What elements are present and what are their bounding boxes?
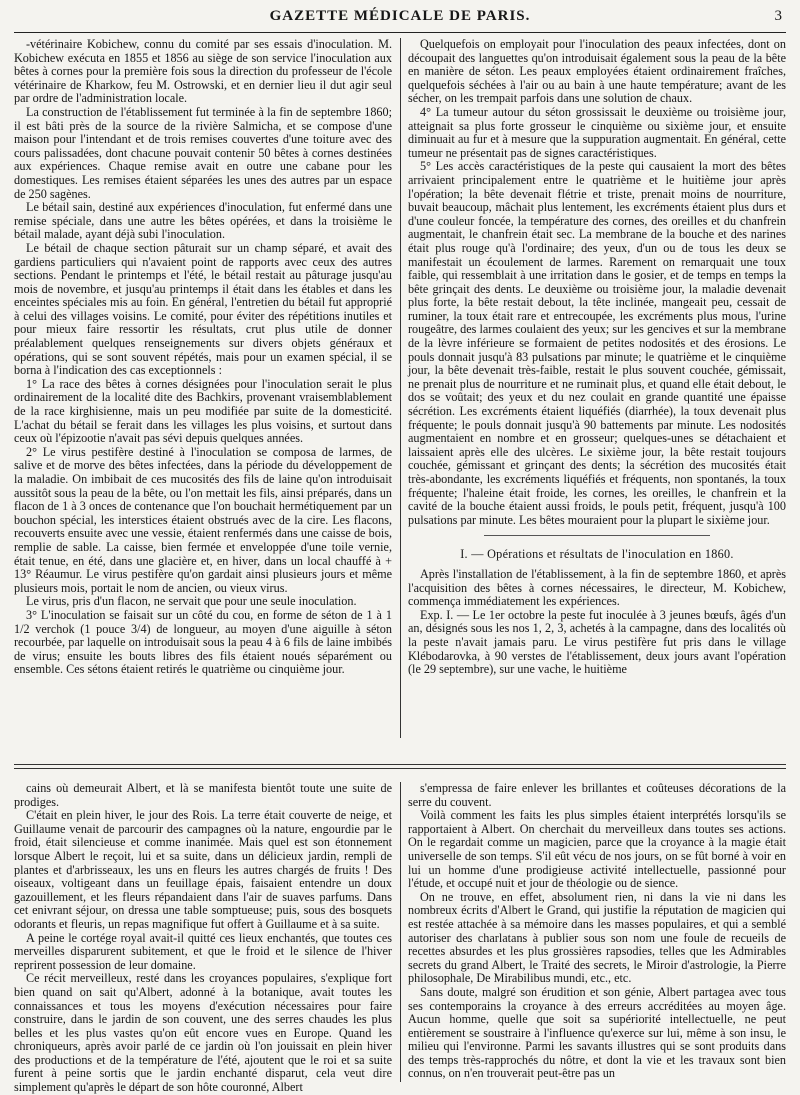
column-4 [408, 782, 786, 1082]
paragraph: 2° Le virus pestifère destiné à l'inoculation se composa de larmes, de salive et de morve des bêtes infectées, dans la période du développement de la maladie. On imbibait de ces mucosités des fils de laine qu'on introduisait aussitôt sous la peau de la bête, ou l'on mettait les fils, ainsi préparés, dans un flacon de 1 à 3 onces de contenance que l'on bouchait hermétiquement par un bouchon spécial, les interstices étaient obstrués avec de la cire. Les flacons, recouverts ensuite avec une vessie, étaient renfermés dans une caisse de bois, remplie de sable. La caisse, bien fermée et enveloppée d'une toile vernie, était tenue, en été, dans une glacière et, en hiver, dans un local chauffé à + 13° Réaumur. Le virus pestifère qu'on gardait ainsi plusieurs jours et même plusieurs mois, portait le nom de ancien, ou vieux virus. [14, 444, 392, 595]
paragraph: Le bétail de chaque section pâturait sur un champ séparé, et avait des gardiens particuliers qui n'avaient point de rapports avec ceux des autres sections. Pendant le printemps et l'été, le bétail restait au pâturage jusqu'au mois de novembre, et jusqu'au printemps il était dans les étables et dans les enceintes spéciales mis au foin. En général, l'entretien du bétail fut approprié à celui des villages voisins. Le comité, pour éviter des répétitions inutiles et pour mieux faire ressortir les résultats, crut plus utile de donner préalablement quelques renseignements sur divers objets généraux et opérations, qui se sont souvent répétés, mais pour un examen spécial, il se borna à l'indication des cas exceptionnels : [14, 240, 392, 378]
paragraph: A peine le cortége royal avait-il quitté ces lieux enchantés, que toutes ces merveilles disparurent subitement, et que le froid et le silence de l'hiver reprirent possession de leur domaine. [14, 930, 392, 972]
journal-title: GAZETTE MÉDICALE DE PARIS. [269, 8, 531, 24]
paragraph: 1° La race des bêtes à cornes désignées pour l'inoculation serait le plus ordinairement de la localité dite des Bachkirs, provenant vraisemblablement de la race kirghisienne, mais un peu modifiée par suite de la domesticité. L'achat du bétail se ferait dans les villages les plus voisins, et surtout dans ceux où l'épizootie n'avait pas sévi depuis quelques années. [14, 376, 392, 446]
paragraph: Sans doute, malgré son érudition et son génie, Albert partagea avec tous ses contemporains la croyance à des erreurs accréditées au moyen âge. Aucun homme, quelle que soit sa supériorité intellectuelle, ne peut entièrement se soustraire à l'influence qu'exerce sur lui, même à son insu, le milieu qui l'environne. Parmi les savants illustres qui se sont produits dans des temps très-rapprochés du nôtre, et dont la vie et les travaux sont bien connus, on n'en trouverait peut-être pas un [408, 984, 786, 1081]
column-divider-bottom [400, 782, 401, 1082]
column-3 [14, 781, 392, 1095]
column-divider-top [400, 38, 401, 738]
paragraph: Exp. I. — Le 1er octobre la peste fut inoculée à 3 jeunes bœufs, âgés d'un an, désignés sous les nos 1, 2, 3, achetés à la campagne, dans des localités où la peste n'avait jamais paru. Le virus pestifère fut pris dans le village Klébodarovka, à 90 verstes de l'établissement, deux jours avant l'opération (le 29 septembre), sur une vache, le huitième [408, 607, 786, 677]
paragraph: 4° La tumeur autour du séton grossissait le deuxième ou troisième jour, atteignait sa plus forte grosseur le cinquième ou sixième jour, et ensuite diminuait au fur et à mesure que la suppuration augmentait. En général, cette tumeur ne présentait pas de signes caractéristiques. [408, 104, 786, 160]
feuilleton-divider-inner [14, 768, 786, 769]
paragraph: Après l'installation de l'établissement, à la fin de septembre 1860, et après l'acquisition des bêtes à cornes nécessaires, le directeur, M. Kobichew, commença immédiatement les expériences. [408, 566, 786, 609]
paragraph: Voilà comment les faits les plus simples étaient interprétés lorsqu'ils se rapportaient à Albert. On cherchait du merveilleux dans toutes ses actions. On le regardait comme un magicien, parce que la croyance à la magie était universelle de son temps. S'il eût vécu de nos jours, on se fût borné à voir en lui un homme d'une prodigieuse activité intellectuelle, passionné pour l'étude, et occupé nuit et jour de théologie ou de sience. [408, 808, 786, 891]
paragraph: La construction de l'établissement fut terminée à la fin de septembre 1860; il est bâti près de la source de la rivière Salmicha, et se compose d'une maison pour l'intendant et de trois remises couvertes d'une toiture avec des cours palissadées, dont chacune pouvait contenir 50 bêtes à cornes destinées aux expériences. Chaque remise avait en outre une cabane pour les domestiques. Les remises étaient séparées les unes des autres par un espace de 250 sagènes. [14, 104, 392, 201]
paragraph: 5° Les accès caractéristiques de la peste qui causaient la mort des bêtes arrivaient principalement entre le quatrième et le huitième jour après l'opération; la bête devenait flétrie et triste, prenait moins de nourriture, buvait beaucoup, mâchait plus lentement, les excréments étaient plus durs et d'une couleur foncée, la température des cornes, des oreilles et du chanfrein augmentait, le chanfrein était sec. La membrane de la bouche et des narines était plus rouge qu'à l'ordinaire; des yeux, d'un ou de tous les deux se manifestait un écoulement de larmes. Rarement on remarquait une toux faible, qui ressemblait à une irritation dans le gosier, et de temps en temps la bête grinçait des dents. Le deuxième ou troisième jour, la maladie devenait plus forte, la bête restait debout, la tête inclinée, mangeait peu, cessait de ruminer, la toux était rare et entrecoupée, les excréments plus mous, l'urine rougeâtre, des larmes coulaient des yeux; sur les gencives et sur la membrane de la lèvre inférieure se formaient de petites nodosités et des érosions. Le pouls donnait jusqu'à 83 pulsations par minute; le quatrième et le cinquième jour, la bête devenait très-faible, restait le plus souvent couchée, gémissait, ne prenait plus de nourriture et ne ruminait plus, et quand elle était debout, le dos se voûtait; des yeux et du nez coulait en grande quantité une épaisse sécrétion. Les excréments étaient liquéfiés (diarrhée), la toux devenait plus fréquente; le pouls donnait jusqu'à 90 battements par minute. Les nodosités augmentaient en nombre et en grosseur; quelques-unes se détachaient et laissaient après elle des ulcères. Le sixième jour, la bête restait toujours couchée, gémissant et grinçant des dents; la sécrétion des mucosités était très-abondante, les excréments liquéfiés et fréquents, non spontanés, la toux fréquente; l'haleine était froide, les cornes, les oreilles, le chanfrein et la cavité de la bouche étaient aussi froids, le pouls petit, fréquent, jusqu'à 100 pulsations par minute. Les bêtes mouraient pour la plupart le sixième jour. [408, 159, 786, 527]
column-2 [408, 38, 786, 738]
section-heading: I. — Opérations et résultats de l'inoculation en 1860. [460, 547, 734, 562]
paragraph: -vétérinaire Kobichew, connu du comité par ses essais d'inoculation. M. Kobichew exécuta en 1855 et 1856 au siège de son service l'inoculation aux bêtes à cornes pour la première fois sous la direction du professeur de l'école vétérinaire de Kharkow, feu M. Ostrowski, et en dernier lieu il dut agir seul par ordre de l'administration locale. [14, 37, 392, 106]
paragraph: 3° L'inoculation se faisait sur un côté du cou, en forme de séton de 1 à 1 1/2 verchok (1 pouce 3/4) de longueur, au moyen d'une aiguille à séton recourbée, par laquelle on introduisait sous la peau 4 à 6 fils de laine imbibés de virus; ensuite les bouts libres des fils étaient noués séparément ou ensemble. Ces sétons étaient retirés le quatrième ou cinquième jour. [14, 607, 392, 677]
feuilleton-divider [14, 764, 786, 765]
paragraph: Le bétail sain, destiné aux expériences d'inoculation, fut enfermé dans une remise spéciale, dans une autre les bêtes opérées, et dans la troisième le bétail malade, ayant déjà subi l'inoculation. [14, 200, 392, 242]
section-rule [484, 535, 711, 536]
paragraph: cains où demeurait Albert, et là se manifesta bientôt toute une suite de prodiges. [14, 781, 392, 809]
page-number: 3 [774, 8, 782, 24]
paragraph: Le virus, pris d'un flacon, ne servait que pour une seule inoculation. [26, 594, 357, 609]
paragraph: C'était en plein hiver, le jour des Rois. La terre était couverte de neige, et Guillaume venait de parcourir des campagnes où la nature, engourdie par le froid, était silencieuse et comme inanimée. Mais quel est son étonnement lorsque Albert le reçoit, lui et sa suite, dans un délicieux jardin, rempli de plantes et d'arbrisseaux, les uns en fleurs les autres chargés de fruits ! Des oiseaux, voltigeant dans un feuillage épais, faisaient entendre un doux gazouillement, et les fleurs répandaient dans l'air de suaves parfums. Dans cet enivrant séjour, on dressa une table somptueuse; puis, sous des bosquets odorants et fleuris, un repas magnifique fut offert à Guillaume et à sa suite. [14, 808, 392, 931]
paragraph: Quelquefois on employait pour l'inoculation des peaux infectées, dont on découpait des languettes qu'on introduisait également sous la peau de la bête en manière de séton. Les peaux employées étaient ordinairement fraîches, quelquefois séchées à l'air ou au bain à une haute température; avant de les sécher, on les trempait parfois dans une solution de chaux. [408, 37, 786, 106]
paragraph: On ne trouve, en effet, absolument rien, ni dans la vie ni dans les nombreux écrits d'Albert le Grand, qui justifie la réputation de magicien qui est restée attachée à sa mémoire dans les masses populaires, et qui a semblé autoriser des charlatans à publier sous son nom une foule de recueils de recettes absurdes et les plus grossières rapsodies, telles que les Admirables secrets du grand Albert, le Traité des secrets, le Miroir d'astrologie, la Pierre philosophale, De Mirabilibus mundi, etc., etc. [408, 889, 786, 986]
paragraph: s'empressa de faire enlever les brillantes et coûteuses décorations de la serre du couvent. [408, 781, 786, 809]
paragraph: Ce récit merveilleux, resté dans les croyances populaires, s'explique fort bien quand on sait qu'Albert, adonné à la botanique, avait toutes les connaissances et tous les moyens d'exécution nécessaires pour faire construire, dans le jardin de son couvent, une des serres chaudes les plus belles et les plus vastes qu'on eût encore vues en Europe. Quand les chroniqueurs, après avoir parlé de ce jardin où l'on jouissait en plein hiver des productions et de la température de l'été, ajoutent que le roi et sa suite furent à peine sortis que le jardin enchanté disparut, cela veut dire simplement qu'après le départ de son hôte couronné, Albert [14, 971, 392, 1095]
page-header [14, 6, 786, 33]
column-1 [14, 38, 392, 738]
